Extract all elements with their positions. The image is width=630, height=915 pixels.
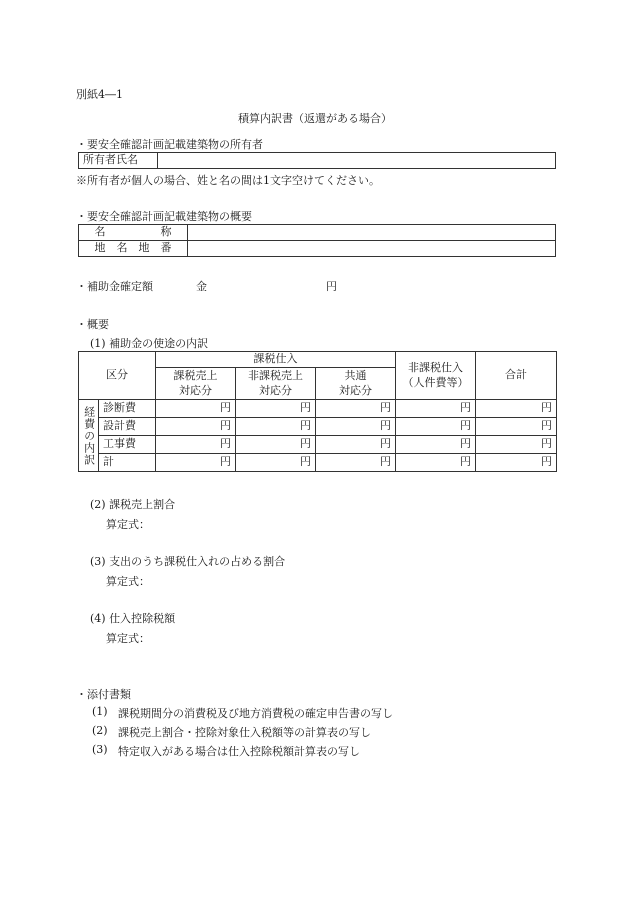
building-table xyxy=(78,224,556,257)
cell-total-nontaxable-purchase[interactable]: 円 xyxy=(396,454,476,472)
subsidy-suffix: 円 xyxy=(326,280,337,293)
cell-design-nontaxable-sales[interactable]: 円 xyxy=(236,418,316,436)
attachments-heading: ・添付書類 xyxy=(76,688,131,701)
cell-total-common[interactable]: 円 xyxy=(316,454,396,472)
owner-note: ※所有者が個人の場合、姓と名の間は1文字空けてください。 xyxy=(76,174,380,187)
owner-heading: ・要安全確認計画記載建築物の所有者 xyxy=(76,138,263,151)
building-heading: ・要安全確認計画記載建築物の概要 xyxy=(76,210,252,223)
usage-table xyxy=(78,351,557,472)
total-header: 合計 xyxy=(476,352,557,400)
cell-design-total[interactable]: 円 xyxy=(476,418,557,436)
cell-construction-common[interactable]: 円 xyxy=(316,436,396,454)
building-lot-label: 地 名 地 番 xyxy=(79,241,188,257)
row-label-total: 計 xyxy=(99,454,156,472)
cell-construction-total[interactable]: 円 xyxy=(476,436,557,454)
taxable-purchase-ratio-heading: (3) 支出のうち課税仕入れの占める割合 xyxy=(90,555,286,568)
kubun-header: 区分 xyxy=(79,352,156,400)
row-label-diagnosis: 診断費 xyxy=(99,400,156,418)
owner-label: 所有者氏名 xyxy=(79,153,158,169)
cell-diagnosis-nontaxable-sales[interactable]: 円 xyxy=(236,400,316,418)
attachment-text-1: 課税期間分の消費税及び地方消費税の確定申告書の写し xyxy=(118,707,393,720)
cell-diagnosis-taxable[interactable]: 円 xyxy=(156,400,236,418)
subsidy-label: ・補助金確定額 xyxy=(76,280,153,293)
cell-diagnosis-nontaxable-purchase[interactable]: 円 xyxy=(396,400,476,418)
cell-diagnosis-total[interactable]: 円 xyxy=(476,400,557,418)
owner-field[interactable] xyxy=(158,153,556,169)
cell-design-nontaxable-purchase[interactable]: 円 xyxy=(396,418,476,436)
expense-breakdown-label: 経費の内訳 xyxy=(79,400,99,472)
cell-construction-taxable[interactable]: 円 xyxy=(156,436,236,454)
form-id: 別紙4―1 xyxy=(76,88,123,101)
common-header: 共通 対応分 xyxy=(316,368,396,400)
cell-total-nontaxable-sales[interactable]: 円 xyxy=(236,454,316,472)
subsidy-prefix: 金 xyxy=(196,280,207,293)
cell-construction-nontaxable-purchase[interactable]: 円 xyxy=(396,436,476,454)
cell-total-taxable[interactable]: 円 xyxy=(156,454,236,472)
building-name-label: 名 称 xyxy=(79,225,188,241)
building-name-field[interactable] xyxy=(188,225,556,241)
attachment-num-1: (1) xyxy=(92,705,108,718)
purchase-deduction-heading: (4) 仕入控除税額 xyxy=(90,612,176,625)
taxable-purchase-header: 課税仕入 xyxy=(156,352,396,368)
taxable-sales-ratio-heading: (2) 課税売上割合 xyxy=(90,498,176,511)
purchase-deduction-formula: 算定式： xyxy=(106,632,150,645)
usage-breakdown-heading: (1) 補助金の使途の内訳 xyxy=(90,337,209,350)
owner-table xyxy=(78,152,556,169)
cell-diagnosis-common[interactable]: 円 xyxy=(316,400,396,418)
overview-heading: ・概要 xyxy=(76,318,109,331)
attachment-num-2: (2) xyxy=(92,724,108,737)
cell-total-total[interactable]: 円 xyxy=(476,454,557,472)
row-label-design: 設計費 xyxy=(99,418,156,436)
nontaxable-purchase-header: 非課税仕入 （人件費等） xyxy=(396,352,476,400)
row-label-construction: 工事費 xyxy=(99,436,156,454)
building-lot-field[interactable] xyxy=(188,241,556,257)
page-title: 積算内訳書（返還がある場合） xyxy=(238,112,392,125)
taxable-sales-ratio-formula: 算定式： xyxy=(106,518,150,531)
attachment-text-2: 課税売上割合・控除対象仕入税額等の計算表の写し xyxy=(118,726,371,739)
attachment-text-3: 特定収入がある場合は仕入控除税額計算表の写し xyxy=(118,745,360,758)
taxable-sales-header: 課税売上 対応分 xyxy=(156,368,236,400)
taxable-purchase-ratio-formula: 算定式： xyxy=(106,575,150,588)
cell-design-taxable[interactable]: 円 xyxy=(156,418,236,436)
attachment-num-3: (3) xyxy=(92,743,108,756)
cell-design-common[interactable]: 円 xyxy=(316,418,396,436)
nontaxable-sales-header: 非課税売上 対応分 xyxy=(236,368,316,400)
cell-construction-nontaxable-sales[interactable]: 円 xyxy=(236,436,316,454)
